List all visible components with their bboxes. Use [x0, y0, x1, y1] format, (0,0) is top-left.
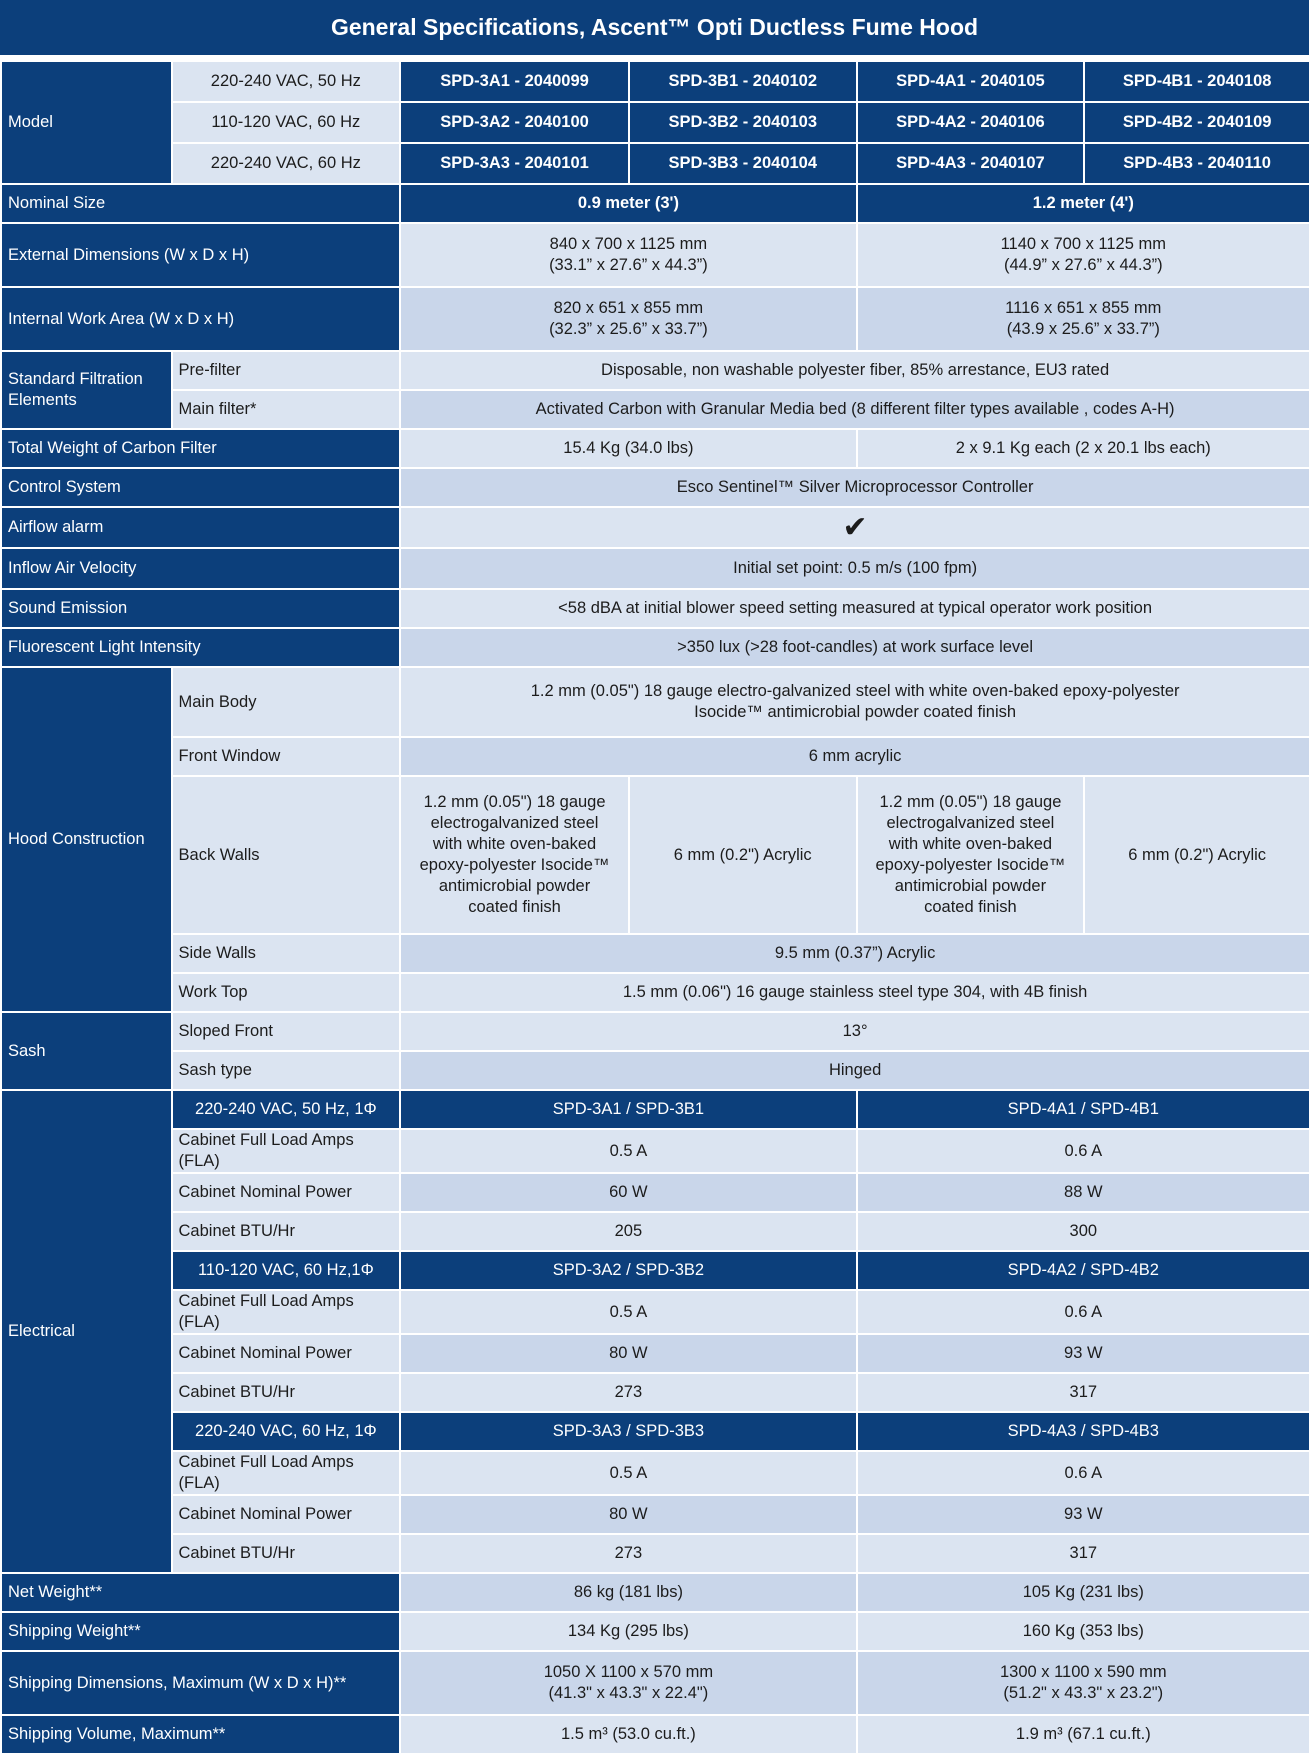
back-walls-steel-large: 1.2 mm (0.05") 18 gauge electrogalvanized steel with white oven-baked epoxy-polyester Isocide™ antimicrobial powder coated finish — [858, 777, 1084, 933]
shipping-dimensions-large: 1300 x 1100 x 590 mm (51.2" x 43.3" x 23.2") — [858, 1652, 1309, 1714]
check-icon: ✔ — [401, 508, 1309, 547]
airflow-alarm-label: Airflow alarm — [2, 508, 399, 547]
electrical-row — [2, 1535, 1309, 1572]
light-intensity-value: >350 lux (>28 foot-candles) at work surface level — [401, 629, 1309, 666]
model-code: SPD-3A3 - 2040101 — [401, 144, 628, 183]
model-code: SPD-4B1 - 2040108 — [1085, 62, 1309, 101]
model-code: SPD-4A1 - 2040105 — [858, 62, 1084, 101]
power-large: 93 W — [858, 1496, 1309, 1533]
electrical-row — [2, 1413, 1309, 1450]
electrical-row — [2, 1252, 1309, 1289]
filtration-row — [2, 391, 1309, 428]
work-top-value: 1.5 mm (0.06") 16 gauge stainless steel type 304, with 4B finish — [401, 974, 1309, 1011]
construction-row — [2, 935, 1309, 972]
main-body-value: 1.2 mm (0.05") 18 gauge electro-galvanized steel with white oven-baked epoxy-polyester Isocide™ antimicrobial powder coated finish — [401, 668, 1309, 736]
electrical-model-small: SPD-3A3 / SPD-3B3 — [401, 1413, 855, 1450]
btu-small: 273 — [401, 1535, 855, 1572]
spec-table — [0, 60, 1311, 1755]
back-walls-acrylic-large: 6 mm (0.2") Acrylic — [1085, 777, 1309, 933]
sash-row — [2, 1013, 1309, 1050]
construction-label: Hood Construction — [2, 668, 171, 1011]
shipping-weight-row — [2, 1613, 1309, 1650]
sloped-front-label: Sloped Front — [173, 1013, 400, 1050]
control-system-row — [2, 469, 1309, 506]
nominal-size-large: 1.2 meter (4') — [858, 185, 1309, 222]
carbon-weight-small: 15.4 Kg (34.0 lbs) — [401, 430, 855, 467]
inflow-velocity-label: Inflow Air Velocity — [2, 549, 399, 588]
fla-large: 0.6 A — [858, 1291, 1309, 1333]
electrical-model-large: SPD-4A3 / SPD-4B3 — [858, 1413, 1309, 1450]
prefilter-value: Disposable, non washable polyester fiber, 85% arrestance, EU3 rated — [401, 352, 1309, 389]
btu-large: 317 — [858, 1374, 1309, 1411]
btu-label: Cabinet BTU/Hr — [173, 1213, 400, 1250]
fla-label: Cabinet Full Load Amps (FLA) — [173, 1130, 400, 1172]
shipping-weight-label: Shipping Weight** — [2, 1613, 399, 1650]
btu-large: 300 — [858, 1213, 1309, 1250]
model-voltage: 220-240 VAC, 60 Hz — [173, 144, 400, 183]
btu-label: Cabinet BTU/Hr — [173, 1535, 400, 1572]
model-code: SPD-4A2 - 2040106 — [858, 103, 1084, 142]
sound-emission-value: <58 dBA at initial blower speed setting measured at typical operator work position — [401, 590, 1309, 627]
electrical-row — [2, 1213, 1309, 1250]
power-small: 80 W — [401, 1496, 855, 1533]
side-walls-label: Side Walls — [173, 935, 400, 972]
construction-row — [2, 668, 1309, 736]
fla-label: Cabinet Full Load Amps (FLA) — [173, 1291, 400, 1333]
sloped-front-value: 13° — [401, 1013, 1309, 1050]
electrical-row — [2, 1335, 1309, 1372]
light-intensity-row — [2, 629, 1309, 666]
external-dimensions-large: 1140 x 700 x 1125 mm (44.9” x 27.6” x 44.3”) — [858, 224, 1309, 286]
shipping-dimensions-row — [2, 1652, 1309, 1714]
model-code: SPD-3A1 - 2040099 — [401, 62, 628, 101]
carbon-weight-label: Total Weight of Carbon Filter — [2, 430, 399, 467]
external-dimensions-small: 840 x 700 x 1125 mm (33.1” x 27.6” x 44.3”) — [401, 224, 855, 286]
sash-type-value: Hinged — [401, 1052, 1309, 1089]
electrical-voltage: 220-240 VAC, 60 Hz, 1Φ — [173, 1413, 400, 1450]
shipping-weight-large: 160 Kg (353 lbs) — [858, 1613, 1309, 1650]
nominal-size-row — [2, 185, 1309, 222]
model-voltage: 110-120 VAC, 60 Hz — [173, 103, 400, 142]
power-label: Cabinet Nominal Power — [173, 1335, 400, 1372]
electrical-row — [2, 1130, 1309, 1172]
sash-type-label: Sash type — [173, 1052, 400, 1089]
shipping-dimensions-label: Shipping Dimensions, Maximum (W x D x H)** — [2, 1652, 399, 1714]
model-code: SPD-3B1 - 2040102 — [630, 62, 856, 101]
back-walls-label: Back Walls — [173, 777, 400, 933]
light-intensity-label: Fluorescent Light Intensity — [2, 629, 399, 666]
electrical-label: Electrical — [2, 1091, 171, 1572]
electrical-row — [2, 1496, 1309, 1533]
power-small: 80 W — [401, 1335, 855, 1372]
sound-emission-label: Sound Emission — [2, 590, 399, 627]
internal-work-area-large: 1116 x 651 x 855 mm (43.9 x 25.6” x 33.7”) — [858, 288, 1309, 350]
model-code: SPD-3B3 - 2040104 — [630, 144, 856, 183]
external-dimensions-label: External Dimensions (W x D x H) — [2, 224, 399, 286]
electrical-model-large: SPD-4A2 / SPD-4B2 — [858, 1252, 1309, 1289]
electrical-row — [2, 1291, 1309, 1333]
filtration-label: Standard Filtration Elements — [2, 352, 171, 428]
main-filter-value: Activated Carbon with Granular Media bed (8 different filter types available , codes A-H) — [401, 391, 1309, 428]
construction-row — [2, 974, 1309, 1011]
inflow-velocity-row — [2, 549, 1309, 588]
front-window-value: 6 mm acrylic — [401, 738, 1309, 775]
sash-label: Sash — [2, 1013, 171, 1089]
construction-row — [2, 777, 1309, 933]
model-row — [2, 62, 1309, 101]
prefilter-label: Pre-filter — [173, 352, 400, 389]
power-large: 93 W — [858, 1335, 1309, 1372]
front-window-label: Front Window — [173, 738, 400, 775]
net-weight-label: Net Weight** — [2, 1574, 399, 1611]
electrical-voltage: 220-240 VAC, 50 Hz, 1Φ — [173, 1091, 400, 1128]
filtration-row — [2, 352, 1309, 389]
work-top-label: Work Top — [173, 974, 400, 1011]
internal-work-area-label: Internal Work Area (W x D x H) — [2, 288, 399, 350]
control-system-label: Control System — [2, 469, 399, 506]
net-weight-large: 105 Kg (231 lbs) — [858, 1574, 1309, 1611]
shipping-dimensions-small: 1050 X 1100 x 570 mm (41.3" x 43.3" x 22.4") — [401, 1652, 855, 1714]
back-walls-acrylic-small: 6 mm (0.2") Acrylic — [630, 777, 856, 933]
btu-small: 273 — [401, 1374, 855, 1411]
nominal-size-small: 0.9 meter (3') — [401, 185, 855, 222]
electrical-model-small: SPD-3A1 / SPD-3B1 — [401, 1091, 855, 1128]
model-voltage: 220-240 VAC, 50 Hz — [173, 62, 400, 101]
nominal-size-label: Nominal Size — [2, 185, 399, 222]
model-label: Model — [2, 62, 171, 183]
net-weight-row — [2, 1574, 1309, 1611]
power-large: 88 W — [858, 1174, 1309, 1211]
back-walls-steel-small: 1.2 mm (0.05") 18 gauge electrogalvanized steel with white oven-baked epoxy-polyester Isocide™ antimicrobial powder coated finish — [401, 777, 628, 933]
carbon-weight-row — [2, 430, 1309, 467]
side-walls-value: 9.5 mm (0.37”) Acrylic — [401, 935, 1309, 972]
power-label: Cabinet Nominal Power — [173, 1174, 400, 1211]
sound-emission-row — [2, 590, 1309, 627]
model-code: SPD-4B3 - 2040110 — [1085, 144, 1309, 183]
airflow-alarm-row — [2, 508, 1309, 547]
fla-small: 0.5 A — [401, 1291, 855, 1333]
power-small: 60 W — [401, 1174, 855, 1211]
model-code: SPD-4B2 - 2040109 — [1085, 103, 1309, 142]
inflow-velocity-value: Initial set point: 0.5 m/s (100 fpm) — [401, 549, 1309, 588]
fla-label: Cabinet Full Load Amps (FLA) — [173, 1452, 400, 1494]
power-label: Cabinet Nominal Power — [173, 1496, 400, 1533]
external-dimensions-row — [2, 224, 1309, 286]
model-row — [2, 144, 1309, 183]
main-body-label: Main Body — [173, 668, 400, 736]
btu-large: 317 — [858, 1535, 1309, 1572]
fla-large: 0.6 A — [858, 1452, 1309, 1494]
model-row — [2, 103, 1309, 142]
model-code: SPD-4A3 - 2040107 — [858, 144, 1084, 183]
internal-work-area-row — [2, 288, 1309, 350]
btu-small: 205 — [401, 1213, 855, 1250]
electrical-row — [2, 1174, 1309, 1211]
shipping-weight-small: 134 Kg (295 lbs) — [401, 1613, 855, 1650]
electrical-row — [2, 1091, 1309, 1128]
electrical-row — [2, 1452, 1309, 1494]
fla-small: 0.5 A — [401, 1130, 855, 1172]
carbon-weight-large: 2 x 9.1 Kg each (2 x 20.1 lbs each) — [858, 430, 1309, 467]
electrical-row — [2, 1374, 1309, 1411]
model-code: SPD-3A2 - 2040100 — [401, 103, 628, 142]
btu-label: Cabinet BTU/Hr — [173, 1374, 400, 1411]
electrical-voltage: 110-120 VAC, 60 Hz,1Φ — [173, 1252, 400, 1289]
shipping-volume-label: Shipping Volume, Maximum** — [2, 1716, 399, 1753]
shipping-volume-row — [2, 1716, 1309, 1753]
control-system-value: Esco Sentinel™ Silver Microprocessor Controller — [401, 469, 1309, 506]
net-weight-small: 86 kg (181 lbs) — [401, 1574, 855, 1611]
main-filter-label: Main filter* — [173, 391, 400, 428]
construction-row — [2, 738, 1309, 775]
model-code: SPD-3B2 - 2040103 — [630, 103, 856, 142]
shipping-volume-small: 1.5 m³ (53.0 cu.ft.) — [401, 1716, 855, 1753]
electrical-model-large: SPD-4A1 / SPD-4B1 — [858, 1091, 1309, 1128]
internal-work-area-small: 820 x 651 x 855 mm (32.3” x 25.6” x 33.7”) — [401, 288, 855, 350]
electrical-model-small: SPD-3A2 / SPD-3B2 — [401, 1252, 855, 1289]
fla-small: 0.5 A — [401, 1452, 855, 1494]
fla-large: 0.6 A — [858, 1130, 1309, 1172]
sash-row — [2, 1052, 1309, 1089]
page-title: General Specifications, Ascent™ Opti Ductless Fume Hood — [0, 0, 1309, 55]
shipping-volume-large: 1.9 m³ (67.1 cu.ft.) — [858, 1716, 1309, 1753]
